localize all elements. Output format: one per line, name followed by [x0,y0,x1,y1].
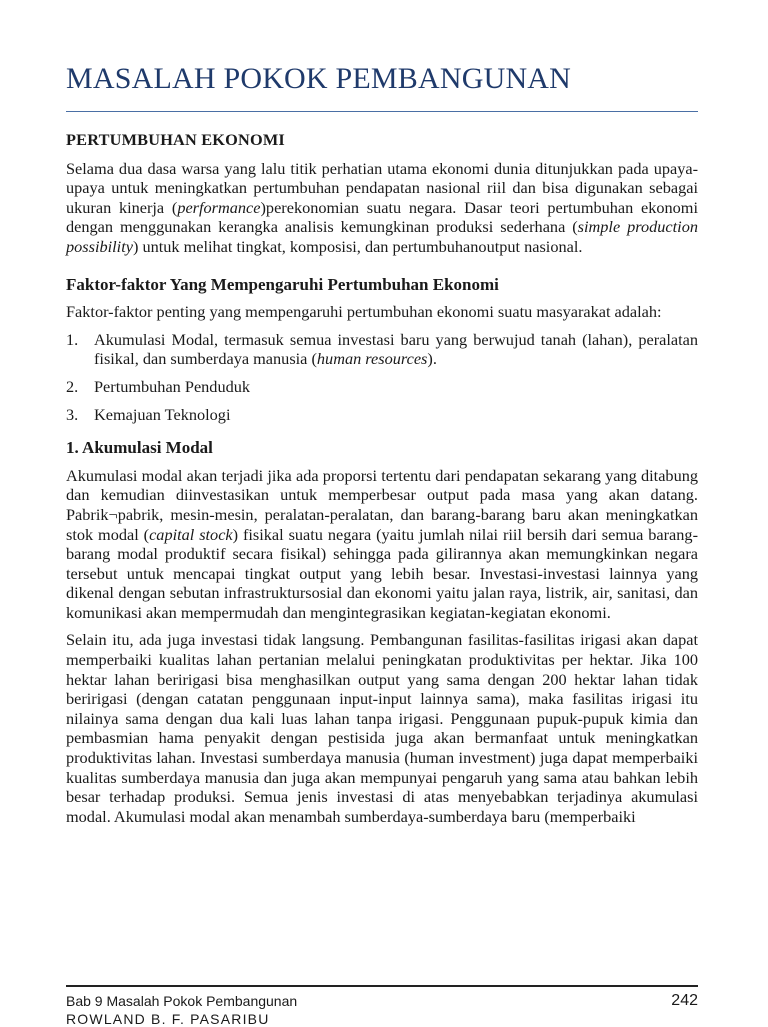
italic-term-simple-production: simple production possibility [66,217,698,256]
italic-term-capital-stock: capital stock [149,524,233,544]
text-run: Akumulasi Modal, termasuk semua investasi baru yang berwujud tanah (lahan), peralatan fisikal, dan sumberdaya manusia ( [94,329,698,369]
footer-author: ROWLAND B. F. PASARIBU [66,1011,270,1027]
list-item-text: Pertumbuhan Penduduk [94,376,251,396]
list-item-text: Kemajuan Teknologi [94,404,231,424]
text-run: Selama dua dasa warsa yang lalu titik perhatian utama ekonomi dunia ditunjukkan pada upaya-upaya untuk meningkatkan pertumbuhan pendapatan nasional riil dan bisa digunakan sebagai ukuran kinerja ( [66,158,698,217]
footer-chapter-title: Bab 9 Masalah Pokok Pembangunan [66,993,298,1009]
text-run: )perekonomian suatu negara. Dasar teori pertumbuhan ekonomi dengan menggunakan kerangka analisis kemungkinan produksi sederhana ( [66,197,698,237]
list-item [66,330,698,369]
list-number: 2. [66,376,79,396]
page-title: MASALAH POKOK PEMBANGUNAN [66,62,572,95]
text-run: ) fisikal suatu negara (yaitu jumlah nilai riil bersih dari semua barang-barang modal produktif secara fisikal) sehingga pada gilirannya akan memungkinkan negara tersebut untuk mencapai tingkat output yang lebih besar. Investasi-investasi lainnya yang dikenal dengan sebutan infrastruktursosial dan ekonomi yaitu jalan raya, listrik, air, sanitasi, dan komunikasi akan mempermudah dan mengintegrasikan kegiatan-kegiatan ekonomi. [66,524,698,622]
factor-list [66,330,698,424]
text-run: ). [427,349,437,369]
italic-term-performance: performance [177,197,261,217]
page-number: 242 [671,992,698,1009]
list-item [66,377,698,397]
list-number: 1. [66,329,79,349]
list-number: 3. [66,404,79,424]
footer-divider [66,985,698,987]
title-divider [66,111,698,112]
paragraph-akumulasi-modal-2: Selain itu, ada juga investasi tidak langsung. Pembangunan fasilitas-fasilitas irigasi akan dapat memperbaiki kualitas lahan pertanian melalui peningkatan produktivitas per hektar. Jika 100 hektar lahan beririgasi bisa menghasilkan output yang sama dengan 200 hektar lahan tidak beririgasi (dengan catatan penggunaan input-input lainnya sama), maka fasilitas irigasi itu nilainya sama dengan dua kali luas lahan tanpa irigasi. Penggunaan pupuk-pupuk kimia dan pembasmian hama penyakit dengan pestisida juga akan bermanfaat untuk meningkatkan produktivitas lahan. Investasi sumberdaya manusia (human investment) juga dapat memperbaiki kualitas sumberdaya manusia dan juga akan mempunyai pengaruh yang sama atau bahkan lebih besar terhadap produksi. Semua jenis investasi di atas menyebabkan terjadinya akumulasi modal. Akumulasi modal akan menambah sumberdaya-sumberdaya baru (memperbaiki [66,630,698,826]
text-run: ) untuk melihat tingkat, komposisi, dan pertumbuhanoutput nasional. [132,236,583,256]
section-heading-pertumbuhan-ekonomi: PERTUMBUHAN EKONOMI [66,130,285,149]
subsection-heading-faktor: Faktor-faktor Yang Mempengaruhi Pertumbuhan Ekonomi [66,274,499,294]
page-content [66,130,698,826]
text-run: Akumulasi modal akan terjadi jika ada proporsi tertentu dari pendapatan sekarang yang ditabung dan kemudian diinvestasikan untuk memperbesar output pada masa yang akan datang. Pabrik¬pabrik, mesin-mesin, peralatan-peralatan, dan barang-barang baru akan meningkatkan stok modal ( [66,465,698,544]
paragraph-pertumbuhan-ekonomi [66,159,698,257]
paragraph-akumulasi-modal-1 [66,466,698,623]
subsection-heading-akumulasi-modal: 1. Akumulasi Modal [66,438,213,458]
list-item [66,405,698,425]
italic-term-human-resources: human resources [316,349,428,369]
paragraph-faktor-intro: Faktor-faktor penting yang mempengaruhi pertumbuhan ekonomi suatu masyarakat adalah: [66,302,662,322]
